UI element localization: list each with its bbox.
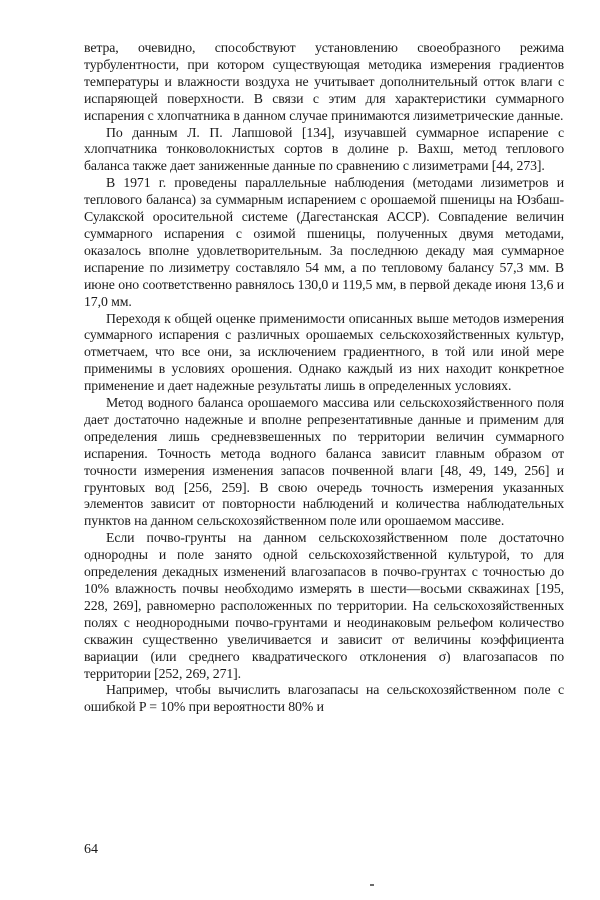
paragraph-5: Метод водного баланса орошаемого массива или сельскохозяйственного поля дает достаточно надежные и вполне репрезентативные данные и применим для определения лишь средневзвешенных по территории величин суммарного испарения. Точность метода водного баланса зависит главным образом от точности измерения изменения запасов почвенной влаги [48, 49, 149, 256] и грунтовых вод [256, 259]. В свою очередь точность измерения указанных элементов зависит от повторности наблюдений и количества наблюдательных пунктов на данном сельскохозяйственном поле или орошаемом массиве. [84,395,564,529]
paragraph-2: По данным Л. П. Лапшовой [134], изучавшей суммарное испарение с хлопчатника тонковолокнистых сортов в долине р. Вахш, метод теплового баланса также дает заниженные данные по сравнению с лизиметрами [44, 273]. [84,124,564,174]
paragraph-3: В 1971 г. проведены параллельные наблюдения (методами лизиметров и теплового баланса) за суммарным испарением с орошаемой пшеницы на Юзбаш-Сулакской оросительной системе (Дагестанская АССР). Совпадение величин суммарного испарения с озимой пшеницы, полученных двумя методами, оказалось вполне удовлетворительным. За последнюю декаду мая суммарное испарение по лизиметру составляло 54 мм, а по тепловому балансу 57,3 мм. В июне оно соответственно равнялось 130,0 и 119,5 мм, в первой декаде июня 13,6 и 17,0 мм. [84,175,564,309]
paragraph-7: Например, чтобы вычислить влагозапасы на сельскохозяйственном поле с ошибкой P = 10% при вероятности 80% и [84,682,564,715]
scan-artifact-mark [370,884,374,886]
page-number: 64 [84,842,98,857]
page-body-text [84,40,564,716]
paragraph-4: Переходя к общей оценке применимости описанных выше методов измерения суммарного испарения с различных орошаемых сельскохозяйственных культур, отметчаем, что все они, за исключением градиентного, в той или иной мере применимы в условиях орошения. Однако каждый из них находит конкретное применение и дает надежные результаты лишь в определенных условиях. [84,310,564,394]
paragraph-6: Если почво-грунты на данном сельскохозяйственном поле достаточно однородны и поле занято одной сельскохозяйственной культурой, то для определения декадных изменений влагозапасов в почво-грунтах с точностью до 10% влажность почвы необходимо измерять в шести—восьми скважинах [195, 228, 269], равномерно расположенных по территории. На сельскохозяйственных полях с неоднородными почво-грунтами и неодинаковым рельефом количество скважин существенно увеличивается и зависит от величины коэффициента вариации (или среднего квадратического отклонения σ) влагозапасов по территории [252, 269, 271]. [84,530,564,681]
paragraph-1: ветра, очевидно, способствуют установлению своеобразного режима турбулентности, при котором существующая методика измерения градиентов температуры и влажности воздуха не учитывает дополнительный отток влаги с испаряющей поверхности. В связи с этим для характеристики суммарного испарения с хлопчатника в данном случае принимаются лизиметрические данные. [84,40,564,123]
